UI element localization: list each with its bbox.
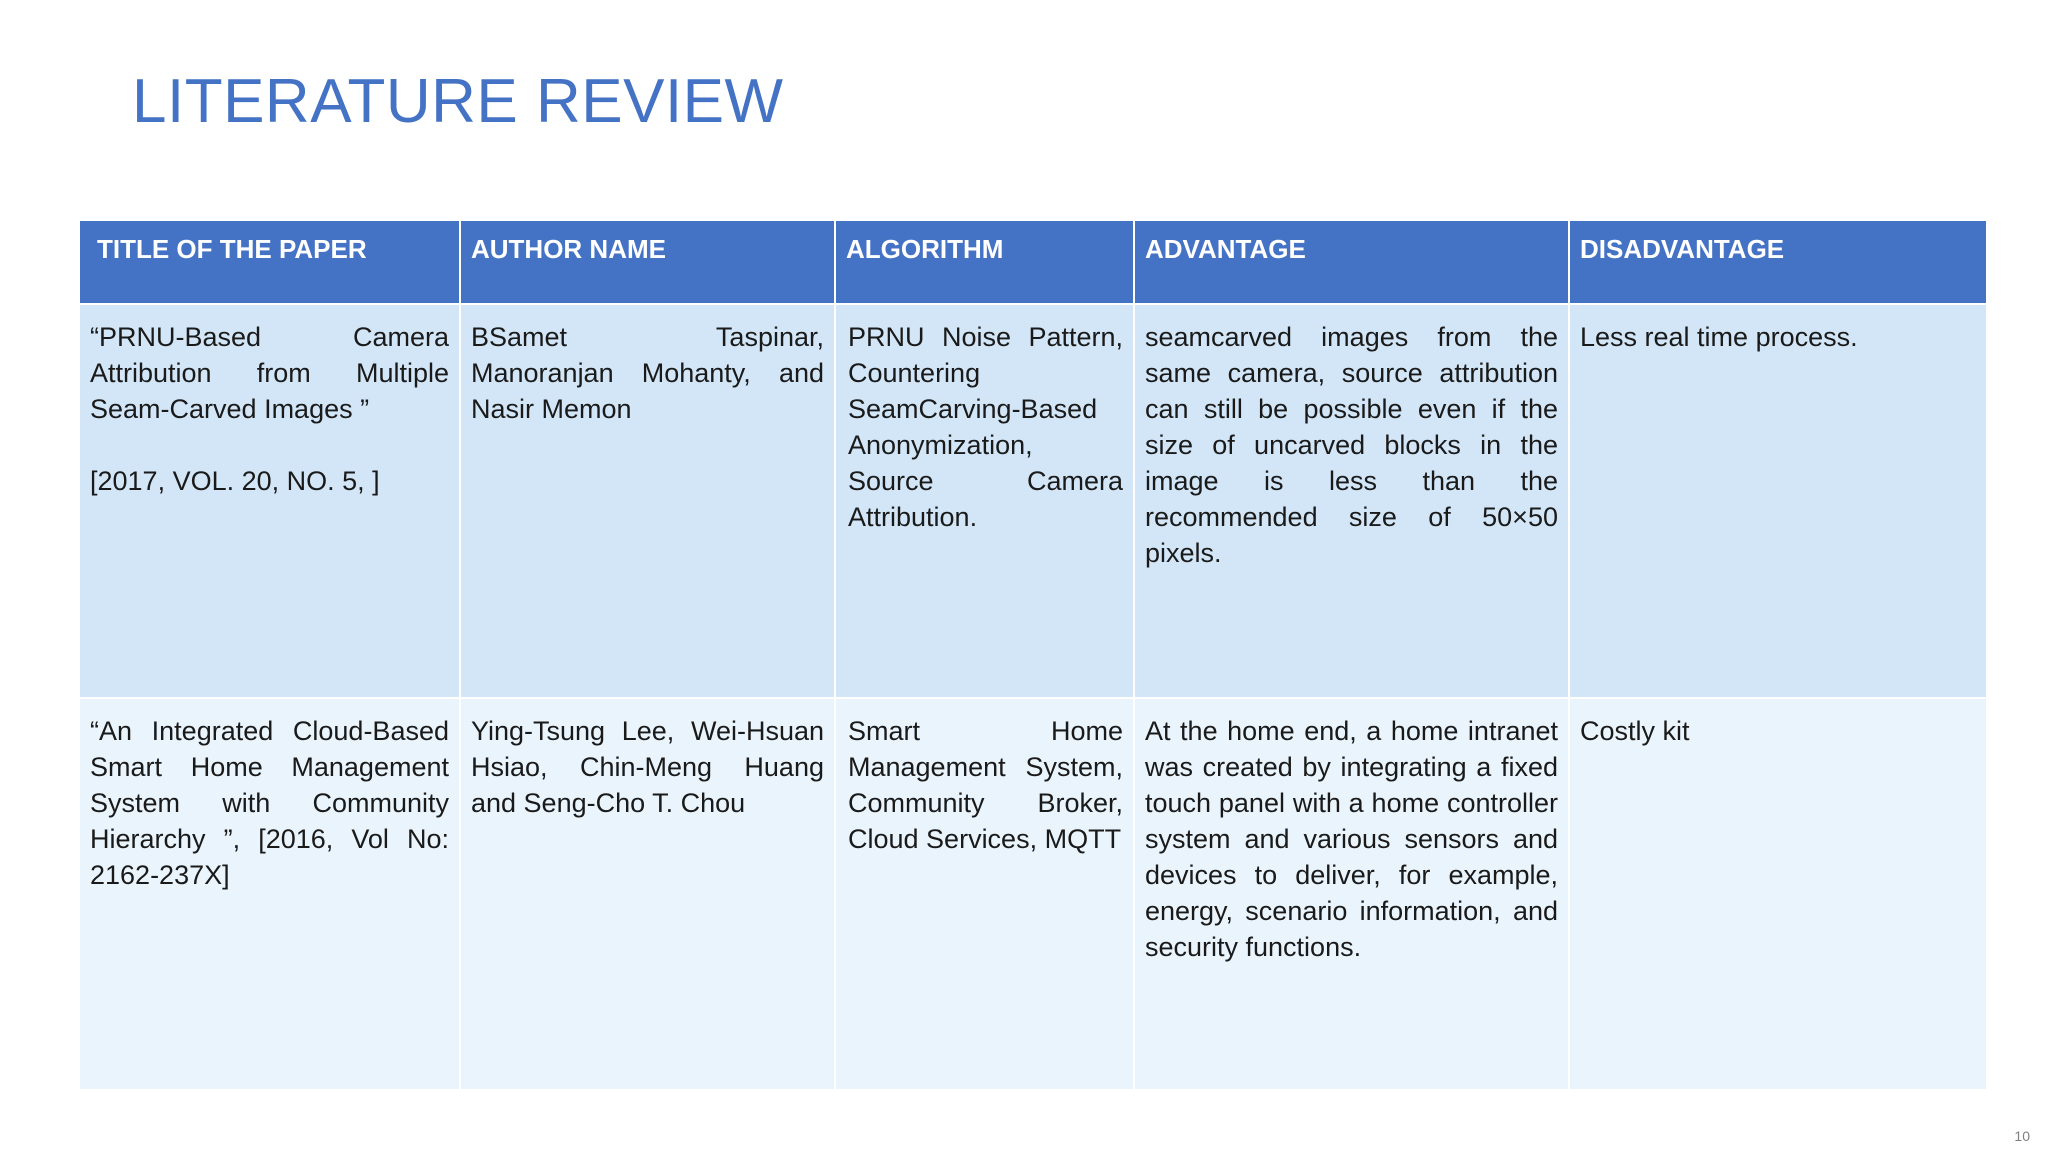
slide-title: LITERATURE REVIEW [132, 67, 784, 136]
table-row [79, 698, 1987, 1090]
paper-citation-text: [2017, VOL. 20, NO. 5, ] [90, 466, 380, 496]
header-author-name: AUTHOR NAME [460, 220, 835, 304]
literature-table [78, 219, 1988, 1091]
cell-algorithm: Smart Home Management System, Community Broker, Cloud Services, MQTT [835, 698, 1134, 1090]
cell-disadvantage: Less real time process. [1569, 304, 1987, 698]
cell-algorithm: PRNU Noise Pattern, Countering SeamCarving-Based Anonymization, Source Camera Attribution. [835, 304, 1134, 698]
table-row [79, 304, 1987, 698]
header-title-of-paper: TITLE OF THE PAPER [79, 220, 460, 304]
cell-advantage: At the home end, a home intranet was created by integrating a fixed touch panel with a home controller system and various sensors and devices to deliver, for example, energy, scenario information, and security functions. [1134, 698, 1569, 1090]
table-header-row [79, 220, 1987, 304]
cell-advantage: seamcarved images from the same camera, source attribution can still be possible even if the size of uncarved blocks in the image is less than the recommended size of 50×50 pixels. [1134, 304, 1569, 698]
cell-paper-title: “An Integrated Cloud-Based Smart Home Management System with Community Hierarchy ”, [2016, Vol No: 2162-237X] [79, 698, 460, 1090]
header-advantage: ADVANTAGE [1134, 220, 1569, 304]
cell-author-name: BSamet Taspinar, Manoranjan Mohanty, and Nasir Memon [460, 304, 835, 698]
header-disadvantage: DISADVANTAGE [1569, 220, 1987, 304]
cell-paper-title [79, 304, 460, 698]
header-algorithm: ALGORITHM [835, 220, 1134, 304]
page-number: 10 [2014, 1128, 2030, 1144]
cell-disadvantage: Costly kit [1569, 698, 1987, 1090]
cell-author-name: Ying-Tsung Lee, Wei-Hsuan Hsiao, Chin-Meng Huang and Seng-Cho T. Chou [460, 698, 835, 1090]
paper-title-text: “PRNU-Based Camera Attribution from Multiple Seam-Carved Images ” [90, 322, 449, 424]
